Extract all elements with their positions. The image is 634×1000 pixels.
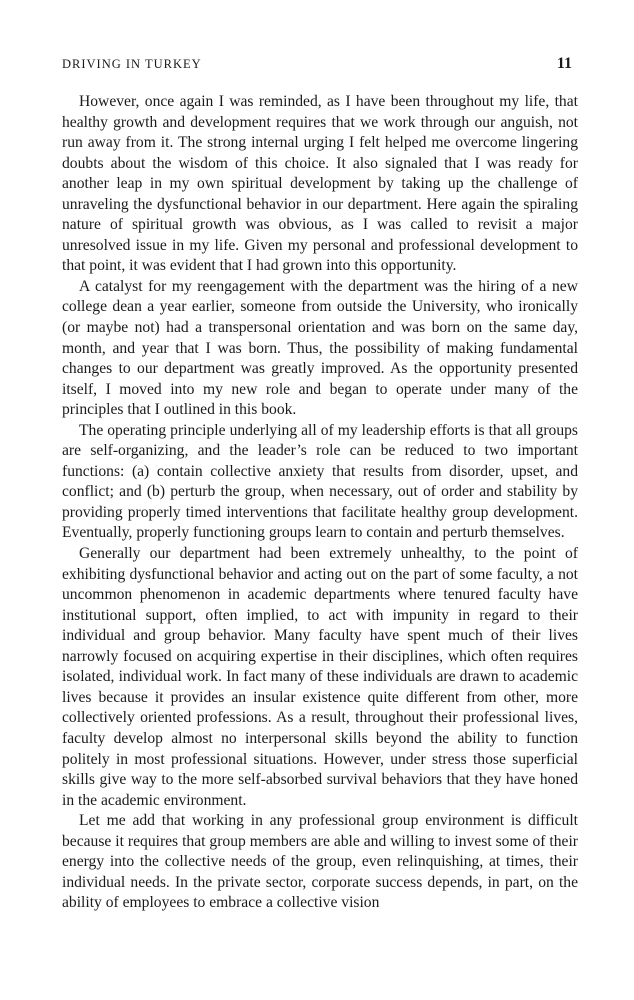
page-number: 11	[556, 55, 572, 72]
paragraph: Let me add that working in any professional group environment is difficult because it requires that group members are able and willing to invest some of their energy into the collective needs of the group, even relinquishing, at times, their individual needs. In the private sector, corporate success depends, in part, on the ability of employees to embrace a collective vision	[62, 812, 578, 912]
paragraph: A catalyst for my reengagement with the department was the hiring of a new college dean a year earlier, someone from outside the University, who ironically (or maybe not) had a transpersonal orientation and was born on the same day, month, and year that I was born. Thus, the possibility of making fundamental changes to our department was greatly improved. As the opportunity presented itself, I moved into my new role and began to operate under many of the principles that I outlined in this book.	[62, 277, 578, 419]
paragraph: Generally our department had been extremely unhealthy, to the point of exhibiting dysfunctional behavior and acting out on the part of some faculty, a not uncommon phenomenon in academic departments where tenured faculty have institutional support, often implied, to act with impunity in regard to their individual and group behavior. Many faculty have spent much of their lives narrowly focused on acquiring expertise in their disciplines, which often requires isolated, individual work. In fact many of these individuals are drawn to academic lives because it provides an insular existence quite different from other, more collectively oriented professions. As a result, throughout their professional lives, faculty develop almost no interpersonal skills beyond the ability to function politely in most professional situations. However, under stress those superficial skills give way to the more self-absorbed survival behaviors that they have honed in the academic environment.	[62, 545, 578, 809]
paragraph: However, once again I was reminded, as I have been throughout my life, that healthy growth and development requires that we work through our anguish, not run away from it. The strong internal urging I felt helped me overcome lingering doubts about the wisdom of this choice. It also signaled that I was ready for another leap in my own spiritual development by taking up the challenge of unraveling the dysfunctional behavior in our department. Here again the spiraling nature of spiritual growth was obvious, as I was called to revisit a major unresolved issue in my life. Given my personal and professional development to that point, it was evident that I had grown into this opportunity.	[62, 93, 578, 275]
paragraph: The operating principle underlying all of my leadership efforts is that all groups are self-organizing, and the leader’s role can be reduced to two important functions: (a) contain collective anxiety that results from disorder, upset, and conflict; and (b) perturb the group, when necessary, out of order and stability by providing properly timed interventions that facilitate healthy group development. Eventually, properly functioning groups learn to contain and perturb themselves.	[62, 421, 578, 542]
running-head	[62, 55, 572, 73]
running-title: DRIVING IN TURKEY	[62, 57, 202, 71]
body-text	[62, 92, 578, 914]
